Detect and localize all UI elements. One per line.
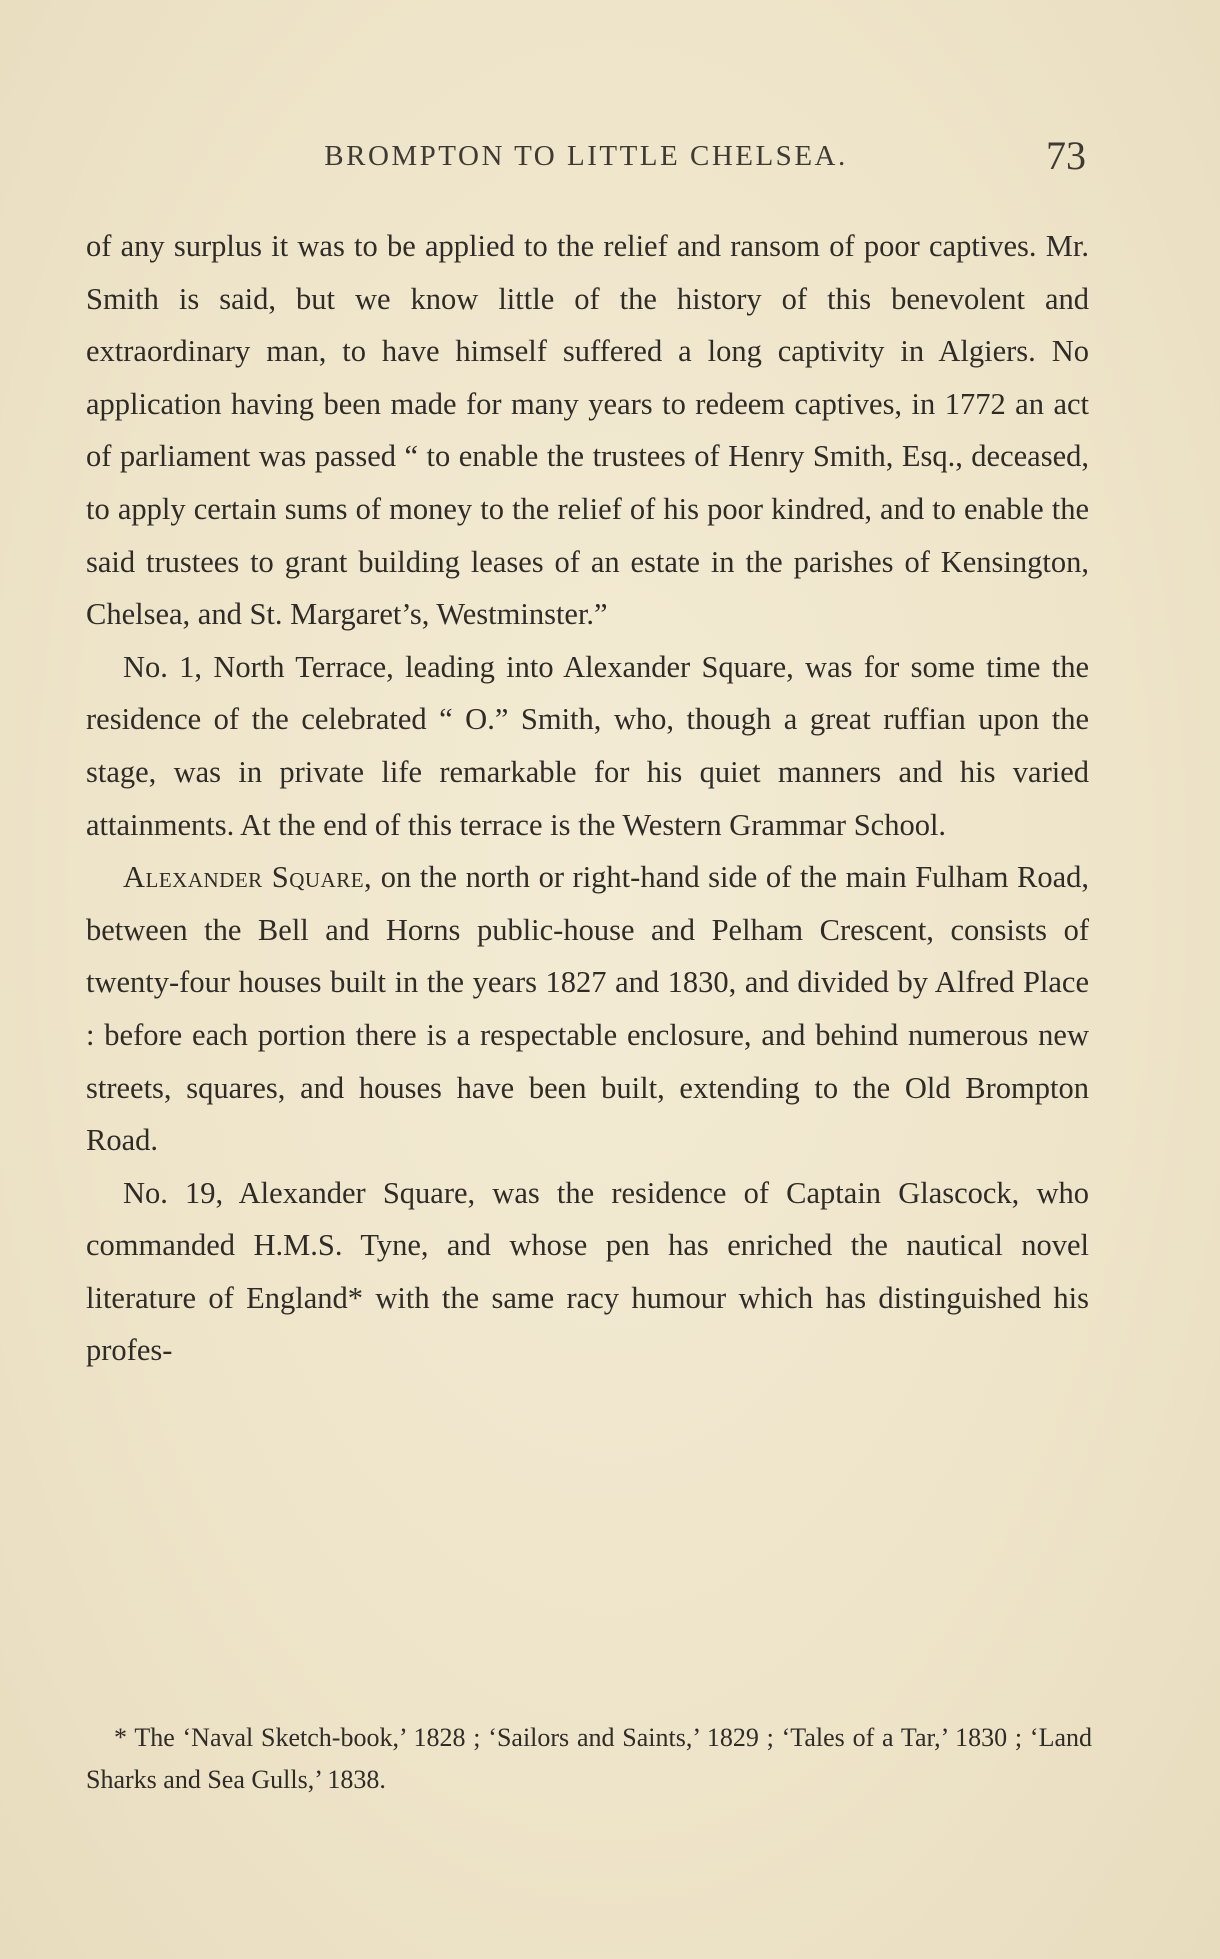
paragraph-north-terrace: No. 1, North Terrace, leading into Alexander Square, was for some time the residence of the celebrated “ O.” Smith, who, though a great ruffian upon the stage, was in private life remarkable for his quiet manners and his varied attainments. At the end of this terrace is the Western Grammar School. xyxy=(86,649,1089,842)
paragraph-body: on the north or right-hand side of the main Fulham Road, between the Bell and Horns public-house and Pelham Crescent, consists of twenty-four houses built in the years 1827 and 1830, and divided by Alfred Place : before each portion there is a respectable enclosure, and behind numerous new streets, squares, and houses have been built, extending to the Old Brompton Road. xyxy=(86,860,1089,1158)
running-head xyxy=(86,132,1086,182)
paragraph-lead-heading: Alexander Square, xyxy=(123,860,373,895)
body-text xyxy=(86,220,1089,1377)
paragraph-captain-glascock: No. 19, Alexander Square, was the residence of Captain Glascock, who commanded H.M.S. Tyne, and whose pen has enriched the nautical novel literature of England* with the same racy humour which has distinguished his profes- xyxy=(86,1175,1089,1368)
footnote-text: * The ‘Naval Sketch-book,’ 1828 ; ‘Sailors and Saints,’ 1829 ; ‘Tales of a Tar,’ 1830 ; ‘Land Sharks and Sea Gulls,’ 1838. xyxy=(86,1723,1092,1794)
page-number: 73 xyxy=(1046,133,1086,178)
paragraph-alexander-square xyxy=(86,851,1089,1167)
paragraph-continuation: of any surplus it was to be applied to the relief and ransom of poor captives. Mr. Smith is said, but we know little of the history of this benevolent and extraordinary man, to have himself suffered a long captivity in Algiers. No application having been made for many years to redeem captives, in 1772 an act of parliament was passed “ to enable the trustees of Henry Smith, Esq., deceased, to apply certain sums of money to the relief of his poor kindred, and to enable the said trustees to grant building leases of an estate in the parishes of Kensington, Chelsea, and St. Margaret’s, Westminster.” xyxy=(86,229,1089,632)
footnote xyxy=(86,1717,1092,1801)
running-title: BROMPTON TO LITTLE CHELSEA. xyxy=(324,140,848,172)
